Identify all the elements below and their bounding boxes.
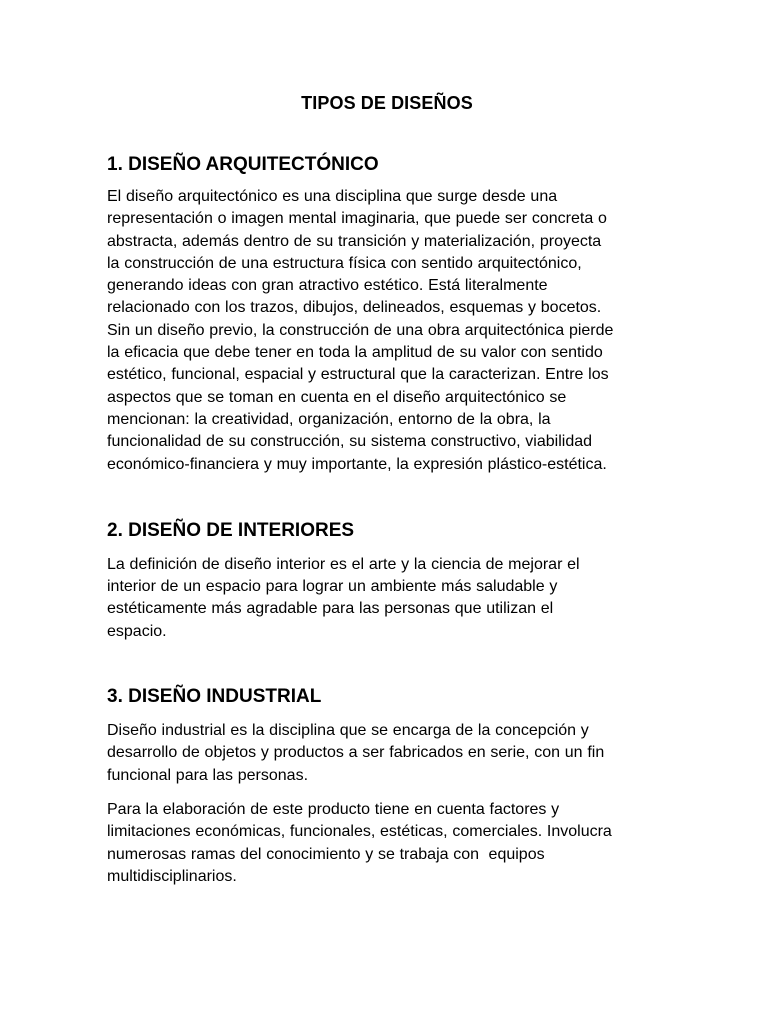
paragraph-arquitectonico	[107, 186, 667, 476]
text-line: la construcción de una estructura física con sentido arquitectónico,	[107, 254, 582, 272]
text-line: La definición de diseño interior es el arte y la ciencia de mejorar el	[107, 555, 580, 573]
document-title: TIPOS DE DISEÑOS	[301, 93, 473, 113]
text-line: aspectos que se toman en cuenta en el diseño arquitectónico se	[107, 388, 567, 406]
text-line: multidisciplinarios.	[107, 867, 237, 885]
paragraph-industrial-elaboration	[107, 799, 667, 888]
text-line: El diseño arquitectónico es una disciplina que surge desde una	[107, 188, 558, 205]
text-line: numerosas ramas del conocimiento y se trabaja con equipos	[107, 845, 545, 863]
text-line: abstracta, además dentro de su transición y materialización, proyecta	[107, 232, 602, 250]
text-line: Para la elaboración de este producto tiene en cuenta factores y	[107, 800, 560, 818]
text-line: funcionalidad de su construcción, su sistema constructivo, viabilidad	[107, 433, 593, 451]
text-line: relacionado con los trazos, dibujos, delineados, esquemas y bocetos.	[107, 299, 602, 317]
text-line: espacio.	[107, 622, 167, 640]
section-heading-industrial: 3. DISEÑO INDUSTRIAL	[107, 686, 322, 708]
text-line: económico-financiera y muy importante, la expresión plástico-estética.	[107, 455, 607, 473]
document-body	[107, 90, 667, 888]
text-line: estéticamente más agradable para las personas que utilizan el	[107, 600, 554, 618]
text-line: estético, funcional, espacial y estructural que la caracterizan. Entre los	[107, 366, 609, 384]
section-heading-interiores: 2. DISEÑO DE INTERIORES	[107, 519, 355, 541]
text-line: Sin un diseño previo, la construcción de una obra arquitectónica pierde	[107, 321, 614, 339]
text-line: interior de un espacio para lograr un ambiente más saludable y	[107, 578, 558, 596]
paragraph-industrial-definition	[107, 720, 667, 787]
paragraph-interiores	[107, 554, 667, 643]
text-line: generando ideas con gran atractivo estético. Está literalmente	[107, 277, 548, 295]
text-line: Diseño industrial es la disciplina que se encarga de la concepción y	[107, 722, 589, 740]
text-line: funcional para las personas.	[107, 766, 309, 784]
text-line: mencionan: la creatividad, organización, entorno de la obra, la	[107, 410, 551, 428]
text-line: representación o imagen mental imaginaria, que puede ser concreta o	[107, 210, 607, 228]
text-line: desarrollo de objetos y productos a ser fabricados en serie, con un fin	[107, 744, 605, 762]
text-line: limitaciones económicas, funcionales, estéticas, comerciales. Involucra	[107, 823, 612, 841]
section-heading-arquitectonico: 1. DISEÑO ARQUITECTÓNICO	[107, 154, 379, 175]
text-line: la eficacia que debe tener en toda la amplitud de su valor con sentido	[107, 344, 603, 362]
